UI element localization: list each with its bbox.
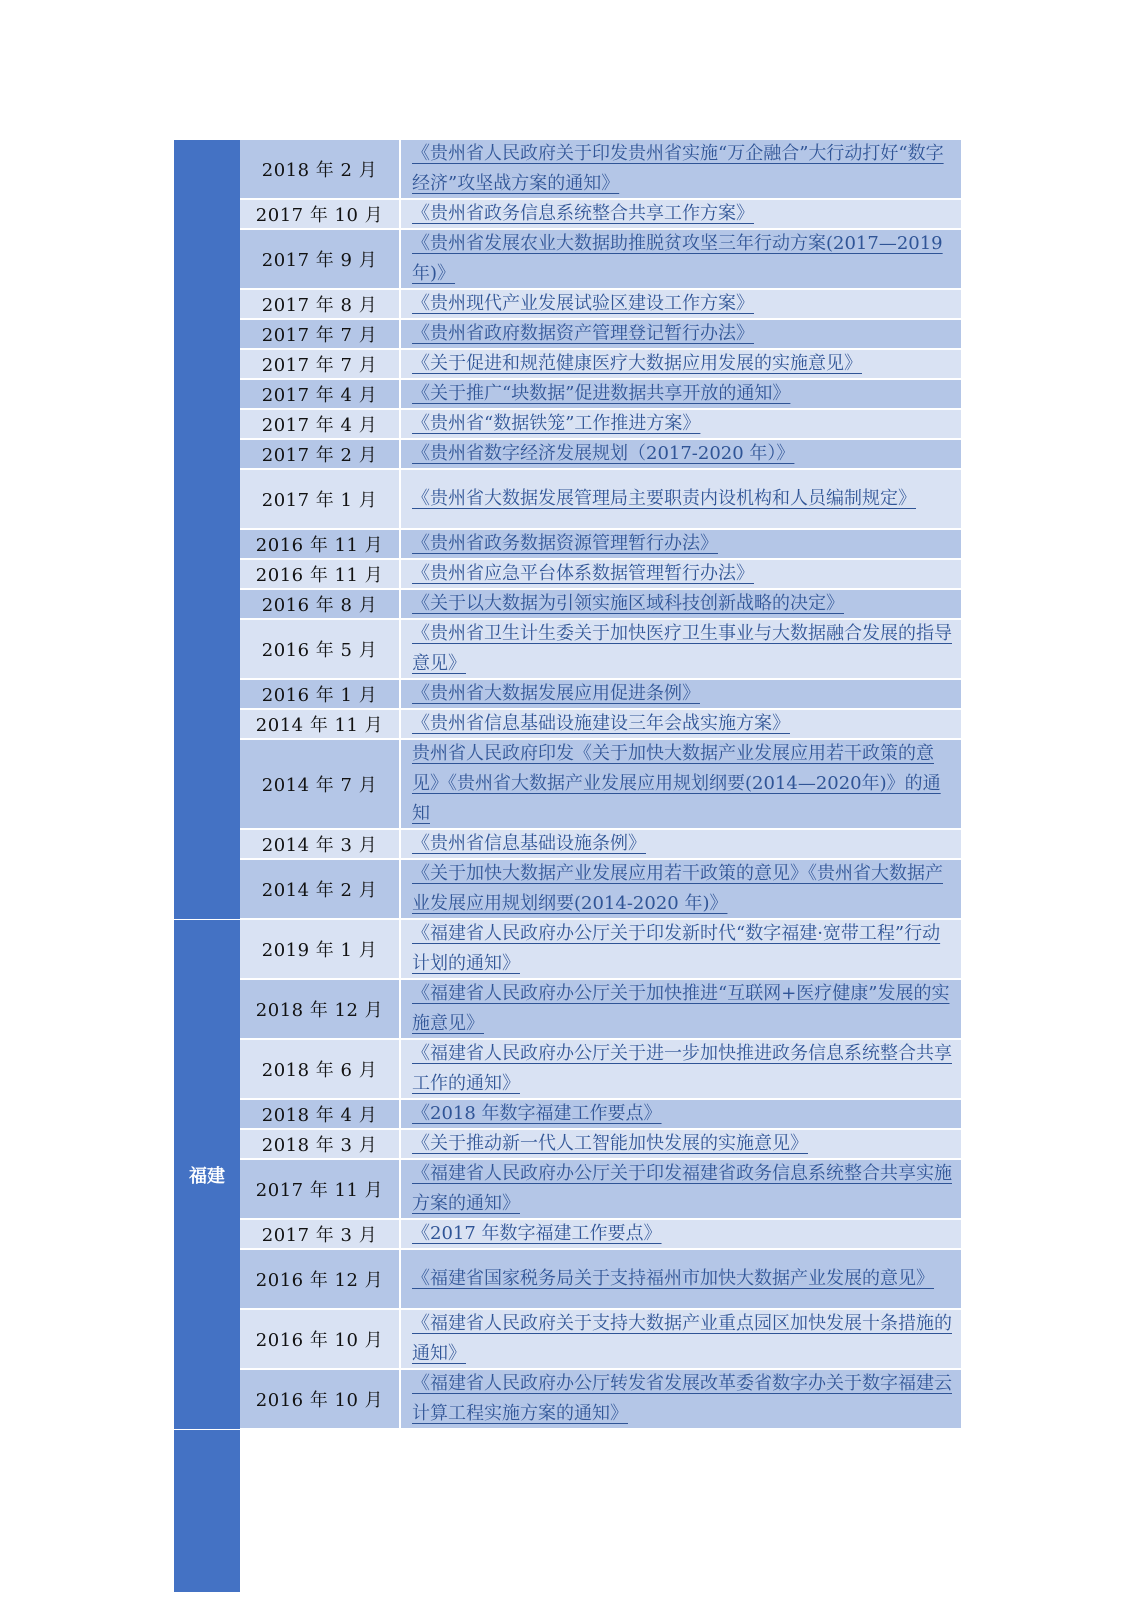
document-cell — [401, 620, 961, 678]
document-link[interactable]: 《关于促进和规范健康医疗大数据应用发展的实施意见》 — [412, 353, 862, 374]
region-cell: 福建 — [174, 920, 240, 1430]
table-row — [240, 1100, 961, 1130]
date-cell: 2018 年 4 月 — [240, 1100, 401, 1128]
table-row — [240, 1310, 961, 1370]
date-cell: 2017 年 2 月 — [240, 440, 401, 468]
region-cell — [174, 1430, 240, 1592]
document-link[interactable]: 《关于以大数据为引领实施区域科技创新战略的决定》 — [412, 593, 844, 614]
document-link[interactable]: 《贵州省发展农业大数据助推脱贫攻坚三年行动方案(2017—2019 年)》 — [412, 233, 943, 284]
date-cell: 2016 年 8 月 — [240, 590, 401, 618]
table-row — [240, 740, 961, 830]
date-cell: 2014 年 2 月 — [240, 860, 401, 918]
document-link[interactable]: 《关于推动新一代人工智能加快发展的实施意见》 — [412, 1133, 808, 1154]
date-cell: 2016 年 11 月 — [240, 530, 401, 558]
document-link[interactable]: 《福建省人民政府办公厅关于加快推进“互联网+医疗健康”发展的实施意见》 — [412, 983, 950, 1034]
region-section — [174, 920, 961, 1430]
document-link[interactable]: 《贵州省政府数据资产管理登记暂行办法》 — [412, 323, 754, 344]
table-row — [240, 470, 961, 530]
document-link[interactable]: 《福建省人民政府办公厅关于进一步加快推进政务信息系统整合共享工作的通知》 — [412, 1043, 952, 1094]
table-row — [240, 1040, 961, 1100]
date-cell: 2017 年 7 月 — [240, 320, 401, 348]
date-cell: 2016 年 10 月 — [240, 1310, 401, 1368]
document-cell — [401, 1220, 961, 1248]
date-cell: 2017 年 3 月 — [240, 1220, 401, 1248]
table-row — [240, 830, 961, 860]
document-link[interactable]: 贵州省人民政府印发《关于加快大数据产业发展应用若干政策的意见》《贵州省大数据产业发展应用规划纲要(2014—2020年)》的通知 — [412, 743, 941, 824]
date-cell: 2019 年 1 月 — [240, 920, 401, 978]
document-link[interactable]: 《贵州省信息基础设施建设三年会战实施方案》 — [412, 713, 790, 734]
document-cell — [401, 410, 961, 438]
table-row — [240, 680, 961, 710]
date-cell: 2017 年 7 月 — [240, 350, 401, 378]
table-row — [240, 710, 961, 740]
policy-table — [174, 140, 961, 1592]
table-row — [240, 1130, 961, 1160]
document-cell — [401, 920, 961, 978]
table-row — [240, 230, 961, 290]
document-cell — [401, 830, 961, 858]
document-cell — [401, 200, 961, 228]
date-cell: 2017 年 11 月 — [240, 1160, 401, 1218]
document-link[interactable]: 《关于推广“块数据”促进数据共享开放的通知》 — [412, 383, 791, 404]
document-cell — [401, 860, 961, 918]
table-row — [240, 140, 961, 200]
date-cell: 2016 年 1 月 — [240, 680, 401, 708]
document-cell — [401, 1130, 961, 1158]
document-link[interactable]: 《福建省人民政府办公厅关于印发新时代“数字福建·宽带工程”行动计划的通知》 — [412, 923, 941, 974]
date-cell: 2017 年 10 月 — [240, 200, 401, 228]
table-row — [240, 1250, 961, 1310]
date-cell: 2014 年 11 月 — [240, 710, 401, 738]
document-link[interactable]: 《福建省人民政府办公厅关于印发福建省政务信息系统整合共享实施方案的通知》 — [412, 1163, 952, 1214]
date-cell: 2017 年 4 月 — [240, 410, 401, 438]
document-link[interactable]: 《2018 年数字福建工作要点》 — [412, 1103, 662, 1124]
document-cell — [401, 710, 961, 738]
date-cell: 2017 年 1 月 — [240, 470, 401, 528]
document-cell — [401, 680, 961, 708]
region-section — [174, 140, 961, 920]
document-link[interactable]: 《贵州省数字经济发展规划（2017-2020 年）》 — [412, 443, 795, 464]
table-row — [240, 320, 961, 350]
document-link[interactable]: 《贵州省人民政府关于印发贵州省实施“万企融合”大行动打好“数字经济”攻坚战方案的通知》 — [412, 143, 944, 194]
document-cell — [401, 1310, 961, 1368]
document-cell — [401, 230, 961, 288]
document-cell — [401, 350, 961, 378]
next-region-section — [174, 1430, 961, 1592]
table-row — [240, 920, 961, 980]
date-cell: 2018 年 2 月 — [240, 140, 401, 198]
table-row — [240, 440, 961, 470]
date-cell: 2017 年 4 月 — [240, 380, 401, 408]
document-link[interactable]: 《福建省人民政府关于支持大数据产业重点园区加快发展十条措施的通知》 — [412, 1313, 952, 1364]
document-link[interactable]: 《贵州省卫生计生委关于加快医疗卫生事业与大数据融合发展的指导意见》 — [412, 623, 952, 674]
date-cell: 2016 年 5 月 — [240, 620, 401, 678]
document-link[interactable]: 《贵州省大数据发展应用促进条例》 — [412, 683, 700, 704]
document-cell — [401, 1160, 961, 1218]
document-cell — [401, 530, 961, 558]
document-link[interactable]: 《贵州省政务数据资源管理暂行办法》 — [412, 533, 718, 554]
date-cell: 2016 年 12 月 — [240, 1250, 401, 1308]
document-link[interactable]: 《贵州现代产业发展试验区建设工作方案》 — [412, 293, 754, 314]
document-link[interactable]: 《贵州省政务信息系统整合共享工作方案》 — [412, 203, 754, 224]
table-row — [240, 590, 961, 620]
document-cell — [401, 590, 961, 618]
document-cell — [401, 1250, 961, 1308]
table-row — [240, 380, 961, 410]
document-cell — [401, 980, 961, 1038]
document-cell — [401, 1040, 961, 1098]
table-row — [240, 1370, 961, 1430]
document-link[interactable]: 《福建省人民政府办公厅转发省发展改革委省数字办关于数字福建云计算工程实施方案的通知》 — [412, 1373, 952, 1424]
table-row — [240, 1160, 961, 1220]
document-cell — [401, 290, 961, 318]
document-cell — [401, 140, 961, 198]
document-cell — [401, 1370, 961, 1428]
table-row — [240, 530, 961, 560]
table-row — [240, 620, 961, 680]
document-link[interactable]: 《贵州省“数据铁笼”工作推进方案》 — [412, 413, 701, 434]
date-cell: 2018 年 3 月 — [240, 1130, 401, 1158]
date-cell: 2018 年 6 月 — [240, 1040, 401, 1098]
region-cell — [174, 140, 240, 920]
document-cell — [401, 740, 961, 828]
document-cell — [401, 440, 961, 468]
date-cell: 2017 年 8 月 — [240, 290, 401, 318]
table-row — [240, 350, 961, 380]
table-row — [240, 860, 961, 920]
table-row — [240, 1220, 961, 1250]
table-row — [240, 200, 961, 230]
document-link[interactable]: 《2017 年数字福建工作要点》 — [412, 1223, 662, 1244]
document-link[interactable]: 《贵州省应急平台体系数据管理暂行办法》 — [412, 563, 754, 584]
document-cell — [401, 560, 961, 588]
date-cell: 2017 年 9 月 — [240, 230, 401, 288]
document-cell — [401, 470, 961, 528]
date-cell: 2016 年 11 月 — [240, 560, 401, 588]
table-row — [240, 290, 961, 320]
document-cell — [401, 380, 961, 408]
table-row — [240, 560, 961, 590]
date-cell: 2016 年 10 月 — [240, 1370, 401, 1428]
document-link[interactable]: 《福建省国家税务局关于支持福州市加快大数据产业发展的意见》 — [412, 1268, 934, 1289]
table-row — [240, 980, 961, 1040]
document-link[interactable]: 《关于加快大数据产业发展应用若干政策的意见》《贵州省大数据产业发展应用规划纲要(2014-2020 年)》 — [412, 863, 943, 914]
document-link[interactable]: 《贵州省信息基础设施条例》 — [412, 833, 646, 854]
document-cell — [401, 1100, 961, 1128]
date-cell: 2014 年 3 月 — [240, 830, 401, 858]
document-cell — [401, 320, 961, 348]
date-cell: 2018 年 12 月 — [240, 980, 401, 1038]
document-link[interactable]: 《贵州省大数据发展管理局主要职责内设机构和人员编制规定》 — [412, 488, 916, 509]
date-cell: 2014 年 7 月 — [240, 740, 401, 828]
table-row — [240, 410, 961, 440]
